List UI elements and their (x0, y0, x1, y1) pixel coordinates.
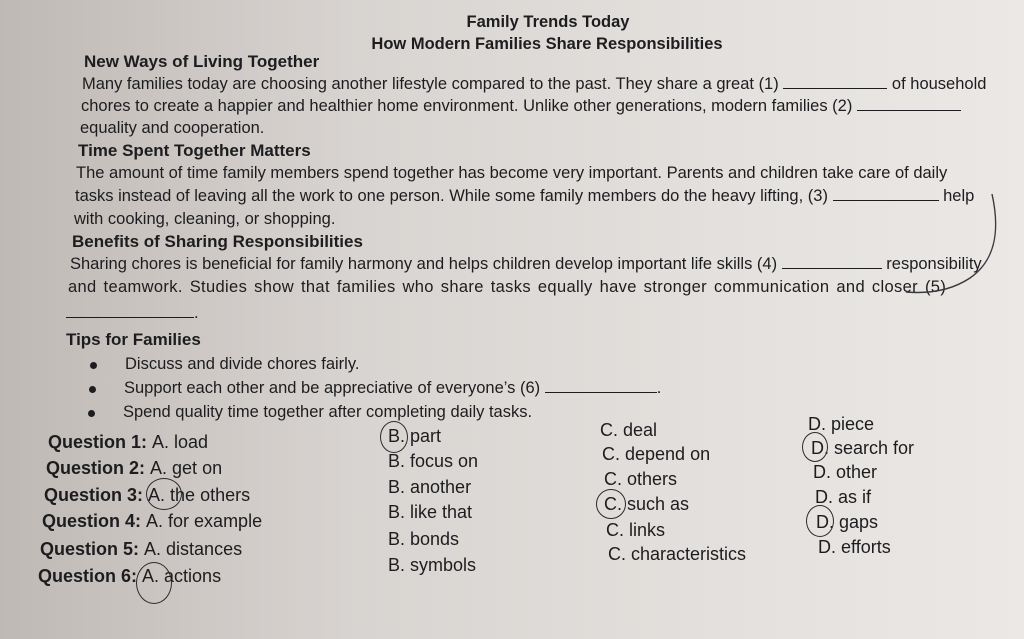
question-row: Question 2: A. get on (46, 458, 223, 478)
answer-circle-mark (136, 562, 172, 604)
answer-option[interactable]: C. depend on (602, 444, 711, 464)
question-row: Question 3: A. the others (44, 485, 251, 505)
answer-option[interactable]: B. bonds (388, 529, 460, 549)
paragraph-line: chores to create a happier and healthier home environment. Unlike other generations, modern families (2) (81, 96, 961, 116)
question-row: Question 5: A. distances (40, 539, 243, 559)
answer-option[interactable]: B. part (388, 426, 442, 446)
page-subtitle: How Modern Families Share Responsibilities (371, 35, 723, 53)
blank-1 (783, 87, 887, 89)
paragraph-line: tasks instead of leaving all the work to one person. While some family members do the heavy lifting, (3) help (75, 187, 975, 205)
answer-option[interactable]: D. piece (808, 414, 875, 434)
section-heading-benefits: Benefits of Sharing Responsibilities (72, 232, 363, 251)
question-row: Question 6: A. actions (38, 566, 222, 586)
answer-option[interactable]: C. characteristics (608, 544, 747, 564)
blank-4 (782, 267, 882, 269)
answer-circle-mark (380, 421, 408, 453)
section-heading-time-together: Time Spent Together Matters (78, 141, 311, 160)
paragraph-line: Many families today are choosing another lifestyle compared to the past. They share a great (1) of household (82, 75, 987, 93)
answer-option[interactable]: C. links (606, 520, 666, 540)
answer-option[interactable]: D. as if (815, 487, 872, 507)
answer-option[interactable]: B. symbols (388, 555, 477, 575)
answer-option[interactable]: D. other (813, 462, 878, 482)
answer-option[interactable]: C. deal (600, 420, 658, 440)
tip-item: Support each other and be appreciative of everyone’s (6) . (124, 379, 662, 397)
paragraph-line: The amount of time family members spend together has become very important. Parents and children take care of daily (76, 164, 948, 182)
blank-5 (66, 316, 194, 318)
answer-option[interactable]: C. such as (604, 494, 690, 514)
paragraph-line: and teamwork. Studies show that families who share tasks equally have stronger communication and closer (5) (68, 278, 947, 296)
tip-item: Discuss and divide chores fairly. (125, 355, 360, 373)
paragraph-line: Sharing chores is beneficial for family harmony and helps children develop important life skills (4) responsibility (70, 255, 982, 273)
paragraph-line: . (66, 303, 199, 323)
answer-circle-mark (806, 505, 834, 537)
bullet-dot (89, 386, 96, 393)
answer-circle-mark (596, 489, 626, 519)
answer-option[interactable]: D. search for (811, 438, 915, 458)
paragraph-line: equality and cooperation. (80, 119, 265, 137)
question-row: Question 4: A. for example (42, 511, 263, 531)
answer-option[interactable]: C. others (604, 469, 678, 489)
pen-stroke-mark (900, 190, 1010, 300)
page-title: Family Trends Today (466, 13, 630, 31)
paragraph-line: with cooking, cleaning, or shopping. (74, 210, 336, 228)
answer-option[interactable]: D. efforts (818, 537, 891, 557)
tip-item: Spend quality time together after completing daily tasks. (123, 403, 533, 421)
blank-6 (545, 391, 657, 393)
answer-option[interactable]: B. focus on (388, 451, 479, 471)
answer-option[interactable]: D. gaps (816, 512, 879, 532)
section-heading-living-together: New Ways of Living Together (84, 52, 320, 71)
section-heading-tips: Tips for Families (66, 330, 201, 349)
answer-option[interactable]: B. like that (388, 502, 473, 522)
blank-2 (857, 109, 961, 111)
bullet-dot (90, 362, 97, 369)
answer-option[interactable]: B. another (388, 477, 472, 497)
bullet-dot (88, 410, 95, 417)
answer-circle-mark (802, 432, 828, 462)
question-row: Question 1: A. load (48, 432, 209, 452)
answer-circle-mark (146, 478, 182, 510)
